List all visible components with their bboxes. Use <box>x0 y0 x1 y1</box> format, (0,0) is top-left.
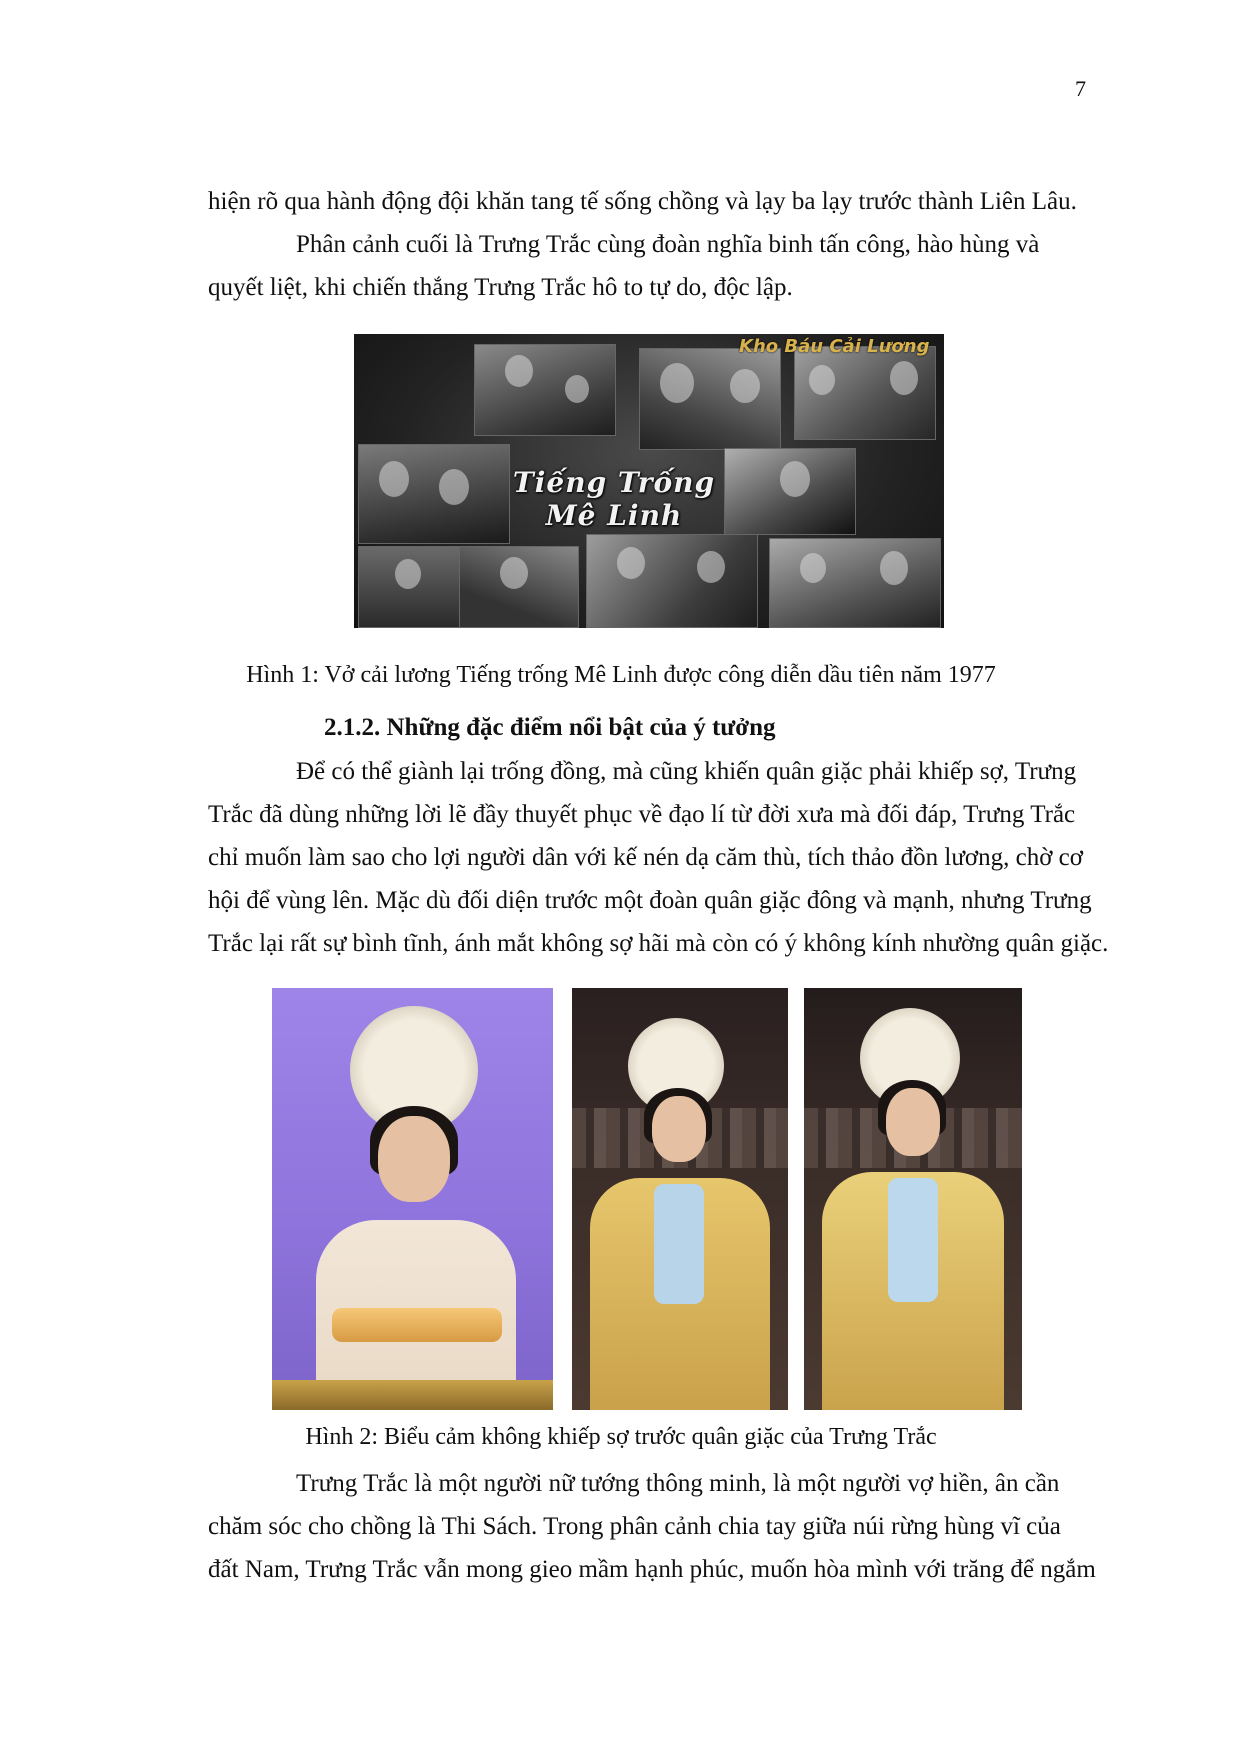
figure-1-collage <box>354 334 944 628</box>
figure-2-photo-left <box>272 988 553 1410</box>
collage-photo <box>639 348 781 450</box>
figure-2-photo-right <box>804 988 1022 1410</box>
paragraph-4 <box>208 1462 1096 1591</box>
text-line: chăm sóc cho chồng là Thi Sách. Trong phân cảnh chia tay giữa núi rừng hùng vĩ của <box>208 1513 1061 1540</box>
text-line: Trắc lại rất sự bình tĩnh, ánh mắt không sợ hãi mà còn có ý không kính nhường quân giặc. <box>208 930 1109 957</box>
text-line: Trưng Trắc là một người nữ tướng thông minh, là một người vợ hiền, ân cần <box>296 1470 1060 1497</box>
page-number: 7 <box>1075 76 1086 101</box>
text-line: hội để vùng lên. Mặc dù đối diện trước một đoàn quân giặc đông và mạnh, nhưng Trưng <box>208 887 1092 914</box>
section-heading: 2.1.2. Những đặc điểm nổi bật của ý tưởng <box>324 714 776 741</box>
collage-photo <box>358 444 510 544</box>
text-line: Phân cảnh cuối là Trưng Trắc cùng đoàn nghĩa binh tấn công, hào hùng và <box>296 231 1040 258</box>
text-line: quyết liệt, khi chiến thắng Trưng Trắc hô to tự do, độc lập. <box>208 274 793 301</box>
paragraph-2 <box>208 223 1088 309</box>
collage-photo <box>724 448 856 535</box>
text-line: chỉ muốn làm sao cho lợi người dân với kế nén dạ căm thù, tích thảo đồn lương, chờ cơ <box>208 844 1083 871</box>
figure-2-caption: Hình 2: Biểu cảm không khiếp sợ trước quân giặc của Trưng Trắc <box>305 1424 937 1450</box>
figure-2-photo-middle <box>572 988 788 1410</box>
paragraph-1 <box>208 180 1088 223</box>
collage-photo <box>794 346 936 440</box>
text-line: hiện rõ qua hành động đội khăn tang tế sống chồng và lạy ba lạy trước thành Liên Lâu. <box>208 188 1077 215</box>
collage-photo <box>474 344 616 436</box>
text-line: Trắc đã dùng những lời lẽ đầy thuyết phục về đạo lí từ đời xưa mà đối đáp, Trưng Trắc <box>208 801 1076 828</box>
figure-1-caption: Hình 1: Vở cải lương Tiếng trống Mê Linh được công diễn dầu tiên năm 1977 <box>246 662 996 688</box>
paragraph-3 <box>208 750 1109 965</box>
collage-photo <box>586 534 758 628</box>
collage-photo <box>769 538 941 628</box>
text-line: đất Nam, Trưng Trắc vẫn mong gieo mầm hạnh phúc, muốn hòa mình với trăng để ngắm <box>208 1556 1096 1583</box>
collage-watermark: Kho Báu Cải Lương <box>739 336 930 357</box>
collage-photo <box>358 546 460 628</box>
text-line: Để có thể giành lại trống đồng, mà cũng khiến quân giặc phải khiếp sợ, Trưng <box>296 758 1077 785</box>
collage-photo <box>459 546 579 628</box>
collage-title: Tiếng Trống Mê Linh <box>512 466 716 532</box>
